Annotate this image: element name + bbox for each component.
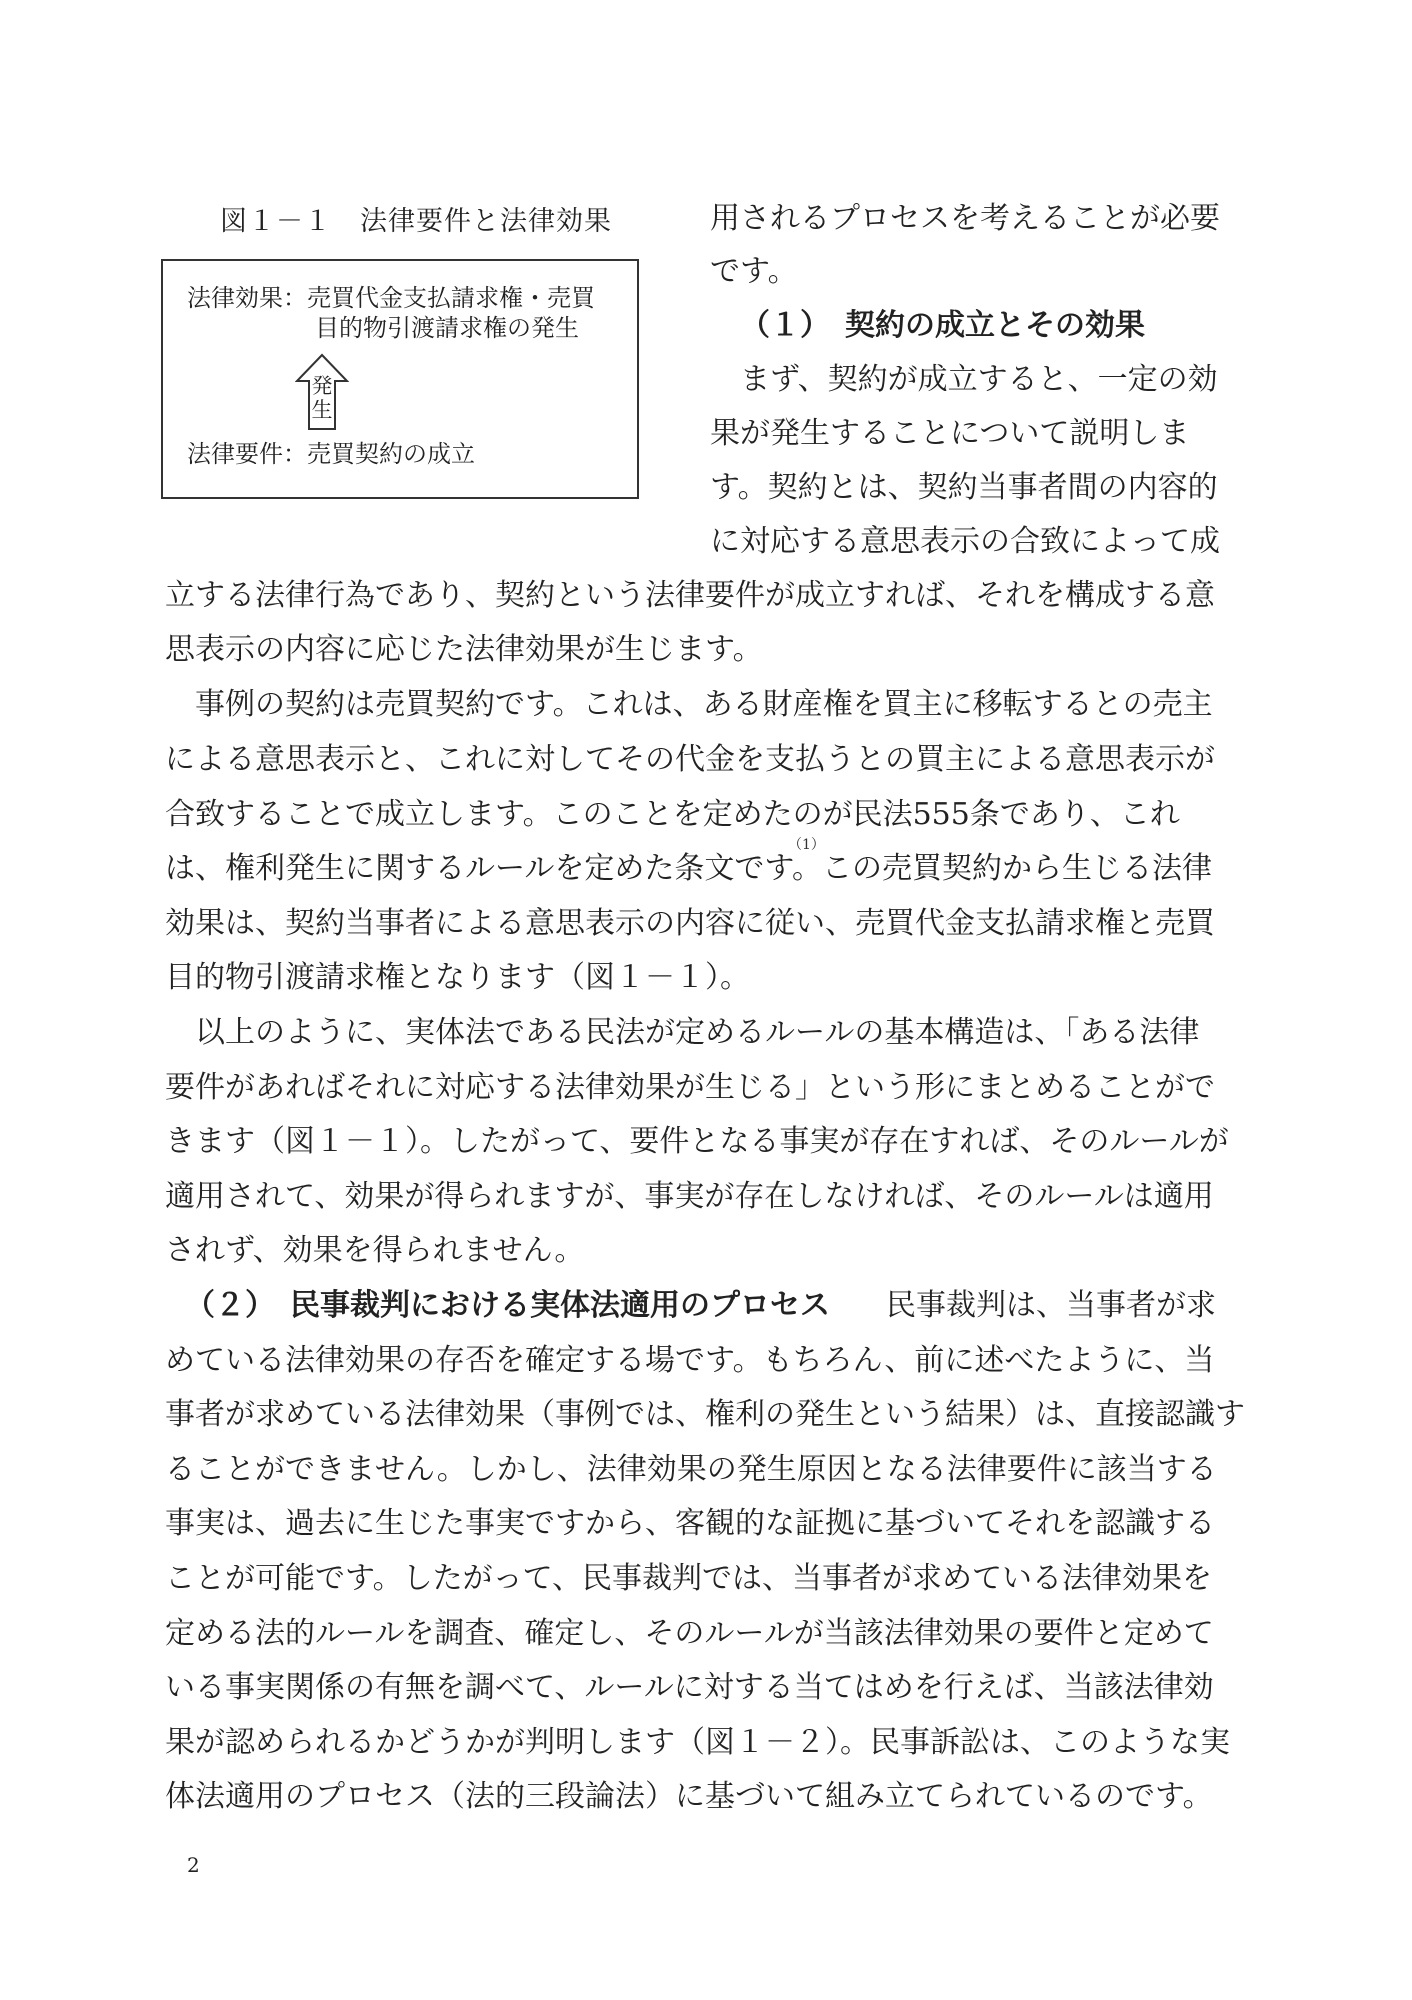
section-2-heading-tail: 民事裁判は、当事者が求 — [886, 1288, 1216, 1323]
figure-caption: 図１－１ 法律要件と法律効果 — [220, 206, 612, 237]
arrow-label-2: 生 — [311, 398, 333, 422]
figure-effect-line-1: 法律効果：売買代金支払請求権・売買 — [187, 284, 595, 312]
right-column-line: まず、契約が成立すると、一定の効 — [710, 362, 1218, 397]
body-line: による意思表示と、これに対してその代金を支払うとの買主による意思表示が — [165, 742, 1215, 777]
section-2-line: 果が認められるかどうかが判明します（図１－２）。民事訴訟は、このような実 — [165, 1725, 1230, 1760]
figure-requirement-line: 法律要件：売買契約の成立 — [187, 440, 475, 468]
right-column-line: 用されるプロセスを考えることが必要 — [710, 201, 1220, 236]
body-line: 適用されて、効果が得られますが、事実が存在しなければ、そのルールは適用 — [165, 1179, 1214, 1214]
section-2-line: ことが可能です。したがって、民事裁判では、当事者が求めている法律効果を — [165, 1561, 1212, 1596]
section-2-line: いる事実関係の有無を調べて、ルールに対する当てはめを行えば、当該法律効 — [165, 1670, 1214, 1705]
body-line: 合致することで成立します。このことを定めたのが民法555条であり、これ — [165, 797, 1180, 832]
body-line: 効果は、契約当事者による意思表示の内容に従い、売買代金支払請求権と売買 — [165, 906, 1215, 941]
up-arrow-icon — [295, 353, 349, 431]
section-2-line: 事実は、過去に生じた事実ですから、客観的な証拠に基づいてそれを認識する — [165, 1506, 1215, 1541]
right-column-line: です。 — [710, 254, 798, 289]
body-line: 事例の契約は売買契約です。これは、ある財産権を買主に移転するとの売主 — [165, 687, 1213, 722]
figure-effect-line-2: 目的物引渡請求権の発生 — [315, 314, 579, 342]
body-line: されず、効果を得られません。 — [165, 1233, 585, 1268]
section-2-line: 事者が求めている法律効果（事例では、権利の発生という結果）は、直接認識す — [165, 1397, 1245, 1432]
section-1-heading: （１） 契約の成立とその効果 — [740, 308, 1145, 343]
body-line: 以上のように、実体法である民法が定めるルールの基本構造は、「ある法律 — [165, 1015, 1200, 1050]
right-column-line: に対応する意思表示の合致によって成 — [710, 524, 1220, 559]
body-line: 立する法律行為であり、契約という法律要件が成立すれば、それを構成する意 — [165, 578, 1215, 613]
footnote-reference: （1） — [788, 837, 825, 853]
right-column-line: す。契約とは、契約当事者間の内容的 — [710, 470, 1218, 505]
section-2-line: めている法律効果の存否を確定する場です。もちろん、前に述べたように、当 — [165, 1343, 1215, 1378]
body-line: 思表示の内容に応じた法律効果が生じます。 — [165, 632, 763, 667]
section-2-line: ることができません。しかし、法律効果の発生原因となる法律要件に該当する — [165, 1452, 1217, 1487]
body-line: 要件があればそれに対応する法律効果が生じる」という形にまとめることがで — [165, 1070, 1215, 1105]
body-line: は、権利発生に関するルールを定めた条文です。この売買契約から生じる法律 — [165, 851, 1212, 886]
body-line: 目的物引渡請求権となります（図１－１）。 — [165, 960, 750, 995]
section-2-heading: （２） 民事裁判における実体法適用のプロセス — [185, 1288, 830, 1323]
section-2-line: 定める法的ルールを調査、確定し、そのルールが当該法律効果の要件と定めて — [165, 1616, 1214, 1651]
figure-box — [161, 259, 639, 499]
arrow-label-1: 発 — [311, 374, 333, 398]
section-2-line: 体法適用のプロセス（法的三段論法）に基づいて組み立てられているのです。 — [165, 1779, 1213, 1814]
right-column-line: 果が発生することについて説明しま — [710, 416, 1190, 451]
page-number: 2 — [187, 1853, 200, 1877]
body-line: きます（図１－１）。したがって、要件となる事実が存在すれば、そのルールが — [165, 1124, 1229, 1159]
